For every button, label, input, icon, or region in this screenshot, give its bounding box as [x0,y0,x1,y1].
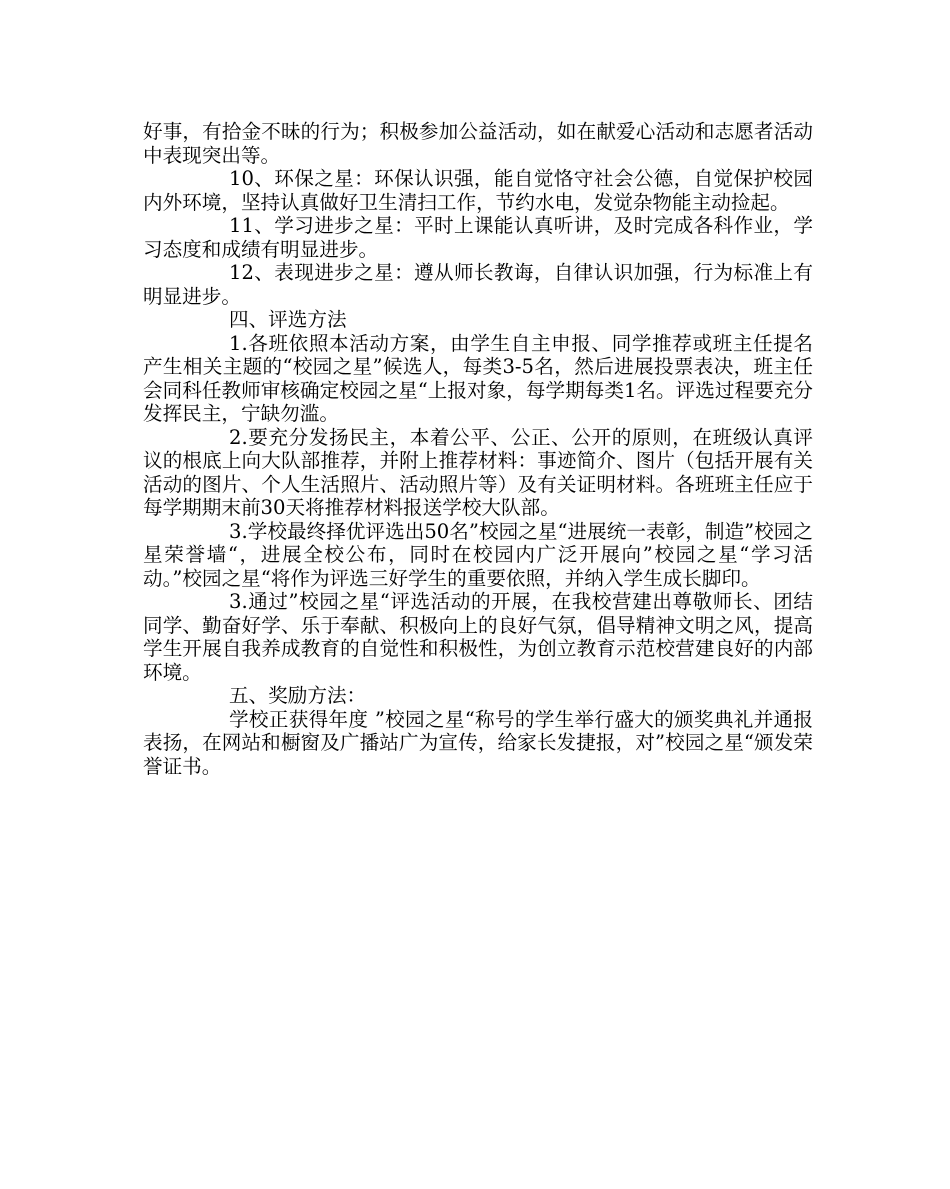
paragraph-behavior-progress-star: 12、表现进步之星：遵从师长教诲，自律认识加强，行为标准上有明显进步。 [143,261,813,308]
section-heading-reward-method: 五、奖励方法： [229,684,367,707]
paragraph-reward: 学校正获得年度 ”校园之星“称号的学生举行盛大的颁奖典礼并通报表扬，在网站和橱窗及广播站广为宣传，给家长发捷报，对”校园之星“颁发荣誉证书。 [143,707,813,778]
paragraph-method-3: 3.学校最终择优评选出50名”校园之星“进展统一表彰，制造”校园之星荣誉墙“，进展全校公布，同时在校园内广泛开展向”校园之星“学习活动。”校园之星“将作为评选三好学生的重要依照，并纳入学生成长脚印。 [143,519,813,590]
paragraph-method-4: 3.通过”校园之星“评选活动的开展，在我校营建出尊敬师长、团结同学、勤奋好学、乐于奉献、积极向上的良好气氛，倡导精神文明之风，提高学生开展自我养成教育的自觉性和积极性，为创立教育示范校营建良好的内部环境。 [143,590,813,684]
paragraph-method-1: 1.各班依照本活动方案，由学生自主申报、同学推荐或班主任提名产生相关主题的“校园之星”候选人，每类3-5名，然后进展投票表决，班主任会同科任教师审核确定校园之星“上报对象，每学期每类1名。评选过程要充分发挥民主，宁缺勿滥。 [143,331,813,425]
paragraph-study-progress-star: 11、学习进步之星：平时上课能认真听讲，及时完成各科作业，学习态度和成绩有明显进步。 [143,214,813,261]
paragraph-continuation: 好事，有拾金不昧的行为；积极参加公益活动，如在献爱心活动和志愿者活动中表现突出等。 [143,120,813,167]
paragraph-method-2: 2.要充分发扬民主，本着公平、公正、公开的原则，在班级认真评议的根底上向大队部推荐，并附上推荐材料：事迹简介、图片（包括开展有关活动的图片、个人生活照片、活动照片等）及有关证明材料。各班班主任应于每学期期末前30天将推荐材料报送学校大队部。 [143,425,813,519]
paragraph-environment-star: 10、环保之星：环保认识强，能自觉恪守社会公德，自觉保护校园内外环境，坚持认真做好卫生清扫工作，节约水电，发觉杂物能主动捡起。 [143,167,813,214]
section-heading-selection-method: 四、评选方法 [229,308,347,331]
document-page [143,120,813,778]
